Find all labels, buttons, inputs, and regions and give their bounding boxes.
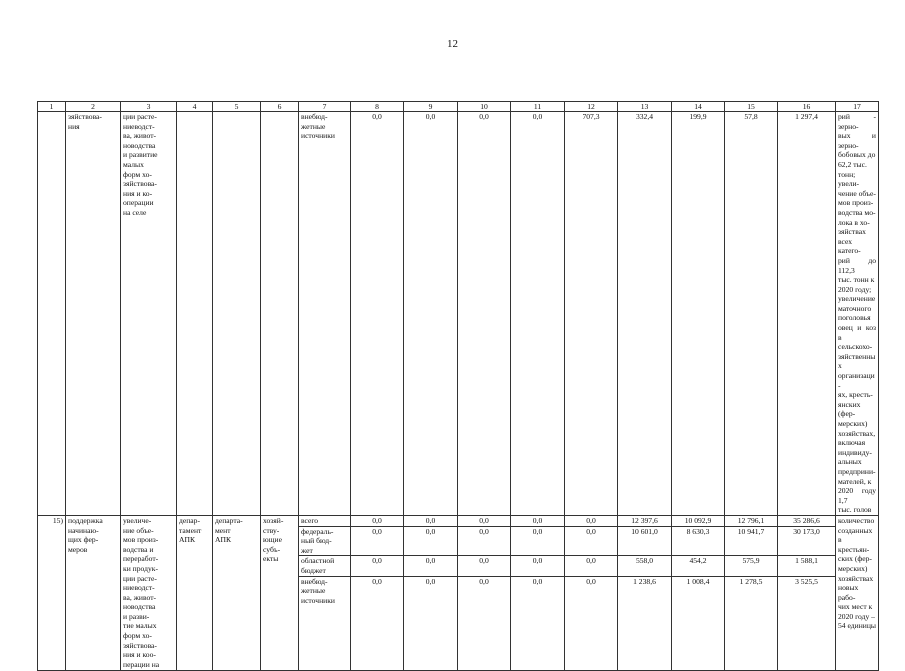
header-cell: 10 xyxy=(458,102,511,112)
cell-value: 0,0 xyxy=(351,576,404,670)
header-row xyxy=(38,102,879,112)
program-table xyxy=(37,101,879,671)
header-cell: 12 xyxy=(565,102,618,112)
header-cell: 1 xyxy=(38,102,66,112)
cell-value: 0,0 xyxy=(404,112,458,516)
cell-value: 0,0 xyxy=(458,515,511,526)
cell-value: 199,9 xyxy=(672,112,725,516)
cell-source: областной бюджет xyxy=(299,556,351,576)
cell-value: 1 297,4 xyxy=(778,112,836,516)
cell-value: 0,0 xyxy=(404,526,458,556)
cell-value: 0,0 xyxy=(565,515,618,526)
cell-empty xyxy=(213,112,261,516)
cell-goal: увеличе- ние объе- мов произ- водства и переработ- ки продук- ции расте- ниеводст- ва, живот- новодства и разви- тие малых форм хо- зяйствова- ния и коо- перации на xyxy=(121,515,177,670)
cell-value: 0,0 xyxy=(565,526,618,556)
header-cell: 13 xyxy=(618,102,672,112)
cell-source: федераль- ный бюд- жет xyxy=(299,526,351,556)
cell-value: 332,4 xyxy=(618,112,672,516)
cell-empty xyxy=(177,112,213,516)
cell-value: 0,0 xyxy=(404,556,458,576)
cell-value: 0,0 xyxy=(404,576,458,670)
cell-value: 558,0 xyxy=(618,556,672,576)
cell-value: 1 008,4 xyxy=(672,576,725,670)
cell-event-name: поддержка начинаю- щих фер- меров xyxy=(66,515,121,670)
cell-value: 1 278,5 xyxy=(725,576,778,670)
cell-value: 0,0 xyxy=(458,526,511,556)
cell-value: 57,8 xyxy=(725,112,778,516)
cell-value: 0,0 xyxy=(351,556,404,576)
cell-value: 10 941,7 xyxy=(725,526,778,556)
cell-value: 0,0 xyxy=(511,112,565,516)
header-cell: 4 xyxy=(177,102,213,112)
cell-value: 0,0 xyxy=(351,526,404,556)
cell-source: внебюд- жетные источники xyxy=(299,576,351,670)
header-cell: 9 xyxy=(404,102,458,112)
cell-result: рий - зерно- вых и зерно- бобовых до 62,2 тыс. тонн; увели- чение объе- мов произ- водства мо- лока в хо- зяйствах всех катего- рий до 112,3 тыс. тонн к 2020 году; увеличение маточного поголовья овец и коз в сельскохо- зяйственных организаци- ях, кресть- янских (фер- мерских) хозяйствах, включая индивиду- альных предприни- мателей, к 2020 году 1,7 тыс. голов xyxy=(836,112,879,516)
cell-value: 3 525,5 xyxy=(778,576,836,670)
cell-value: 0,0 xyxy=(458,556,511,576)
header-cell: 6 xyxy=(261,102,299,112)
header-cell: 5 xyxy=(213,102,261,112)
cell-value: 454,2 xyxy=(672,556,725,576)
cell-value: 0,0 xyxy=(511,556,565,576)
cell-value: 0,0 xyxy=(565,576,618,670)
cell-source: всего xyxy=(299,515,351,526)
header-cell: 3 xyxy=(121,102,177,112)
cell-value: 10 092,9 xyxy=(672,515,725,526)
cell-participants: хозяй- ству- ющие субъ- екты xyxy=(261,515,299,670)
cell-event-name: зяйствова- ния xyxy=(66,112,121,516)
table-row-continued xyxy=(38,112,879,516)
cell-source: внебюд- жетные источники xyxy=(299,112,351,516)
cell-value: 0,0 xyxy=(458,576,511,670)
header-cell: 15 xyxy=(725,102,778,112)
header-cell: 16 xyxy=(778,102,836,112)
cell-value: 12 397,6 xyxy=(618,515,672,526)
cell-empty xyxy=(261,112,299,516)
cell-value: 8 630,3 xyxy=(672,526,725,556)
cell-value: 0,0 xyxy=(404,515,458,526)
cell-empty xyxy=(38,112,66,516)
cell-value: 0,0 xyxy=(565,556,618,576)
cell-value: 12 796,1 xyxy=(725,515,778,526)
cell-value: 10 601,0 xyxy=(618,526,672,556)
cell-value: 707,3 xyxy=(565,112,618,516)
cell-result: количество созданных в крестьян- ских (фер- мерских) хозяйствах новых рабо- чих мест к 2020 году – 54 единицы xyxy=(836,515,879,670)
cell-value: 0,0 xyxy=(458,112,511,516)
header-cell: 8 xyxy=(351,102,404,112)
cell-row-number: 15) xyxy=(38,515,66,670)
cell-value: 0,0 xyxy=(351,515,404,526)
cell-value: 30 173,0 xyxy=(778,526,836,556)
table-row-15 xyxy=(38,515,879,526)
cell-value: 0,0 xyxy=(511,526,565,556)
cell-responsible: депар- тамент АПК xyxy=(177,515,213,670)
header-cell: 11 xyxy=(511,102,565,112)
cell-goal: ции расте- ниеводст- ва, живот- новодства и развитие малых форм хо- зяйствова- ния и ко- операции на селе xyxy=(121,112,177,516)
cell-coexecutor: департа- мент АПК xyxy=(213,515,261,670)
cell-value: 0,0 xyxy=(511,576,565,670)
cell-value: 0,0 xyxy=(351,112,404,516)
page-number: 12 xyxy=(447,38,458,50)
header-cell: 17 xyxy=(836,102,879,112)
header-cell: 2 xyxy=(66,102,121,112)
cell-value: 35 286,6 xyxy=(778,515,836,526)
cell-value: 0,0 xyxy=(511,515,565,526)
cell-value: 575,9 xyxy=(725,556,778,576)
cell-value: 1 238,6 xyxy=(618,576,672,670)
header-cell: 14 xyxy=(672,102,725,112)
cell-value: 1 588,1 xyxy=(778,556,836,576)
header-cell: 7 xyxy=(299,102,351,112)
